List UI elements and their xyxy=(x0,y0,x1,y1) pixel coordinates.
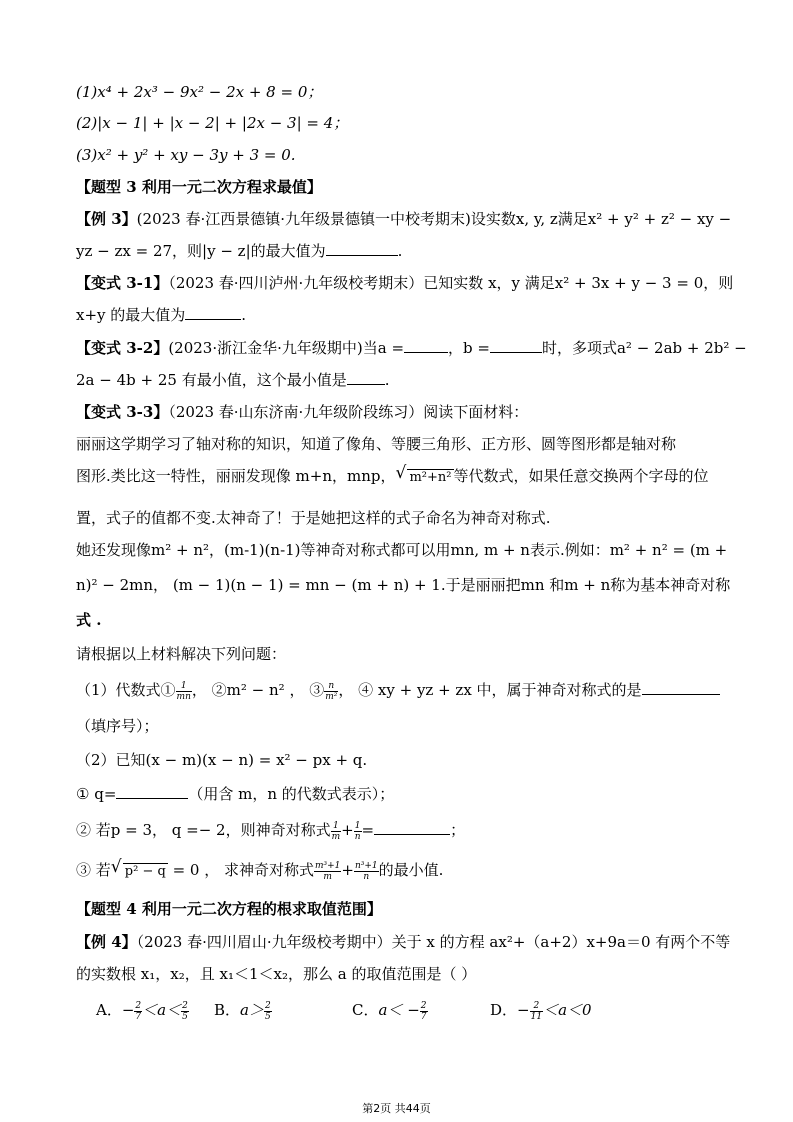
variant32-text: (2023·浙江金华·九年级期中)当a = xyxy=(168,339,405,357)
material-line1: 丽丽这学期学习了轴对称的知识，知道了像角、等腰三角形、正方形、圆等图形都是轴对称 xyxy=(76,435,677,453)
minus-sign: − xyxy=(517,1001,530,1019)
answer-blank[interactable] xyxy=(326,241,398,256)
fraction: $\frac{2}{5}$ xyxy=(182,1000,188,1022)
option-b[interactable] xyxy=(214,999,272,1022)
plus-sign: + xyxy=(341,861,354,879)
type4-heading: 【题型 4 利用一元二次方程的根求取值范围】 xyxy=(76,900,382,918)
fraction: $\frac{1}{m}$ xyxy=(331,820,341,842)
question1-line xyxy=(76,679,720,702)
q1-text-b: ， ②m² − n² ， ③ xyxy=(191,681,325,699)
instruction-line: 请根据以上材料解决下列问题： xyxy=(76,645,287,663)
sqrt-expression: √ m²+n² xyxy=(395,463,452,485)
variant31-text2: x+y 的最大值为 xyxy=(76,306,186,324)
material-line2 xyxy=(76,465,709,489)
fraction: $\frac{\text{m³+1}}{m}$ xyxy=(314,860,341,882)
answer-blank[interactable] xyxy=(642,680,720,695)
period: . xyxy=(384,371,390,389)
example3-line1 xyxy=(76,208,731,230)
fraction: $\frac{1}{mn}$ xyxy=(176,680,191,702)
variant32-text-c: 时，多项式a² − 2ab + 2b² − xyxy=(541,339,747,357)
sqrt-expression: √ p² − q xyxy=(110,857,166,879)
type3-heading: 【题型 3 利用一元二次方程求最值】 xyxy=(76,178,322,196)
option-d[interactable] xyxy=(490,999,592,1022)
question2-line: （2）已知(x − m)(x − n) = x² − px + q. xyxy=(76,751,368,769)
answer-blank[interactable] xyxy=(374,820,450,835)
variant31-tag: 【变式 3-1】 xyxy=(76,274,169,292)
answer-blank-b[interactable] xyxy=(490,338,542,353)
variant32-tag: 【变式 3-2】 xyxy=(76,339,169,357)
option-c[interactable] xyxy=(352,999,428,1022)
sub3-text: ③ 若 xyxy=(76,861,111,879)
example4-line2: 的实数根 x₁，x₂，且 x₁＜1＜x₂，那么 a 的取值范围是（ ） xyxy=(76,965,477,983)
option-d-label: D． xyxy=(490,1001,518,1019)
material-line6: 式 . xyxy=(76,611,102,629)
sub2-line xyxy=(76,819,465,842)
material-text: 图形.类比这一特性，丽丽发现像 m+n，mnp， xyxy=(76,467,396,485)
variant31-line1 xyxy=(76,272,733,294)
semicolon: ； xyxy=(450,821,466,839)
example3-tag: 【例 3】 xyxy=(76,210,137,228)
fraction: $\frac{1}{n}$ xyxy=(354,820,361,842)
variant32-line2 xyxy=(76,369,389,391)
material-line5: n)² − 2mn， (m − 1)(n − 1) = mn − (m + n) + 1.于是丽丽把mn 和m + n称为基本神奇对称 xyxy=(76,576,731,594)
example4-line1 xyxy=(76,931,730,953)
minus-sign: − xyxy=(121,1001,135,1019)
example3-text: (2023 春·江西景德镇·九年级景德镇一中校考期末)设实数x, y, z满足x² + y² + z² − xy − xyxy=(136,210,732,228)
variant32-line1 xyxy=(76,337,747,359)
sub3-text-b: = 0 ， 求神奇对称式 xyxy=(167,861,314,879)
q1-text-c: ， ④ xy + yz + zx 中，属于神奇对称式的是 xyxy=(338,681,642,699)
sub1-line xyxy=(76,783,394,805)
variant32-text2: 2a − 4b + 25 有最小值，这个最小值是 xyxy=(76,371,347,389)
period: . xyxy=(397,242,403,260)
option-c-label: C． xyxy=(352,1001,379,1019)
sub3-text-c: 的最小值. xyxy=(378,861,444,879)
example4-tag: 【例 4】 xyxy=(76,933,137,951)
sqrt-content: m²+n² xyxy=(409,470,452,485)
option-a-text: ＜a＜ xyxy=(142,1001,182,1019)
sub3-line xyxy=(76,859,443,883)
fraction: $\frac{2}{5}$ xyxy=(264,1000,271,1022)
equation-1: (1)x⁴ + 2x³ − 9x² − 2x + 8 = 0； xyxy=(76,83,323,101)
variant32-text-b: ，b = xyxy=(448,339,490,357)
period: . xyxy=(241,306,247,324)
answer-blank[interactable] xyxy=(347,370,385,385)
material-line4: 她还发现像m² + n²，(m-1)(n-1)等神奇对称式都可以用mn, m + n表示.例如：m² + n² = (m + xyxy=(76,541,728,559)
option-b-text: a＞ xyxy=(240,1001,264,1019)
plus-sign: + xyxy=(341,821,354,839)
option-c-text: a＜ − xyxy=(378,1001,420,1019)
sub1-text: ① q= xyxy=(76,785,117,803)
variant31-line2 xyxy=(76,304,246,326)
sqrt-content: p² − q xyxy=(124,864,166,879)
variant31-text: （2023 春·四川泸州·九年级校考期末）已知实数 x，y 满足x² + 3x + y − 3 = 0，则 xyxy=(168,274,734,292)
example4-text: （2023 春·四川眉山·九年级校考期中）关于 x 的方程 ax²+（a+2）x+9a＝0 有两个不等 xyxy=(136,933,731,951)
variant33-tag: 【变式 3-3】 xyxy=(76,403,169,421)
fraction: $\frac{2}{11}$ xyxy=(530,1000,543,1022)
sub2-text: ② 若p = 3， q =− 2，则神奇对称式 xyxy=(76,821,331,839)
equals-sign: = xyxy=(361,821,375,839)
option-d-text: ＜a＜0 xyxy=(543,1001,592,1019)
option-b-label: B． xyxy=(214,1001,241,1019)
fraction: $\frac{n}{\text{m²}}$ xyxy=(325,680,338,702)
material-line3: 置，式子的值都不变.太神奇了！于是她把这样的式子命名为神奇对称式. xyxy=(76,509,551,527)
q1-text: （1）代数式① xyxy=(76,681,176,699)
fraction: $\frac{\text{n³+1}}{n}$ xyxy=(354,860,378,882)
material-text-b: 等代数式，如果任意交换两个字母的位 xyxy=(453,467,709,485)
option-a[interactable] xyxy=(96,999,189,1022)
example3-line2 xyxy=(76,240,402,262)
example3-text2: yz − zx = 27，则|y − z|的最大值为 xyxy=(76,242,326,260)
option-a-label: A． xyxy=(96,1001,122,1019)
answer-blank-a[interactable] xyxy=(404,338,448,353)
variant33-intro: （2023 春·山东济南·九年级阶段练习）阅读下面材料： xyxy=(168,403,529,421)
question1-line2: （填序号）； xyxy=(76,717,159,735)
page-footer: 第2页 共44页 xyxy=(362,1102,431,1115)
equation-3: (3)x² + y² + xy − 3y + 3 = 0. xyxy=(76,146,296,164)
equation-2: (2)|x − 1| + |x − 2| + |2x − 3| = 4； xyxy=(76,114,349,132)
sub1-text-b: （用含 m，n 的代数式表示）； xyxy=(188,785,395,803)
answer-blank[interactable] xyxy=(185,305,241,320)
fraction: $\frac{2}{7}$ xyxy=(135,1000,142,1022)
answer-blank[interactable] xyxy=(116,784,188,799)
fraction: $\frac{2}{7}$ xyxy=(420,1000,427,1022)
variant33-line1 xyxy=(76,401,528,423)
